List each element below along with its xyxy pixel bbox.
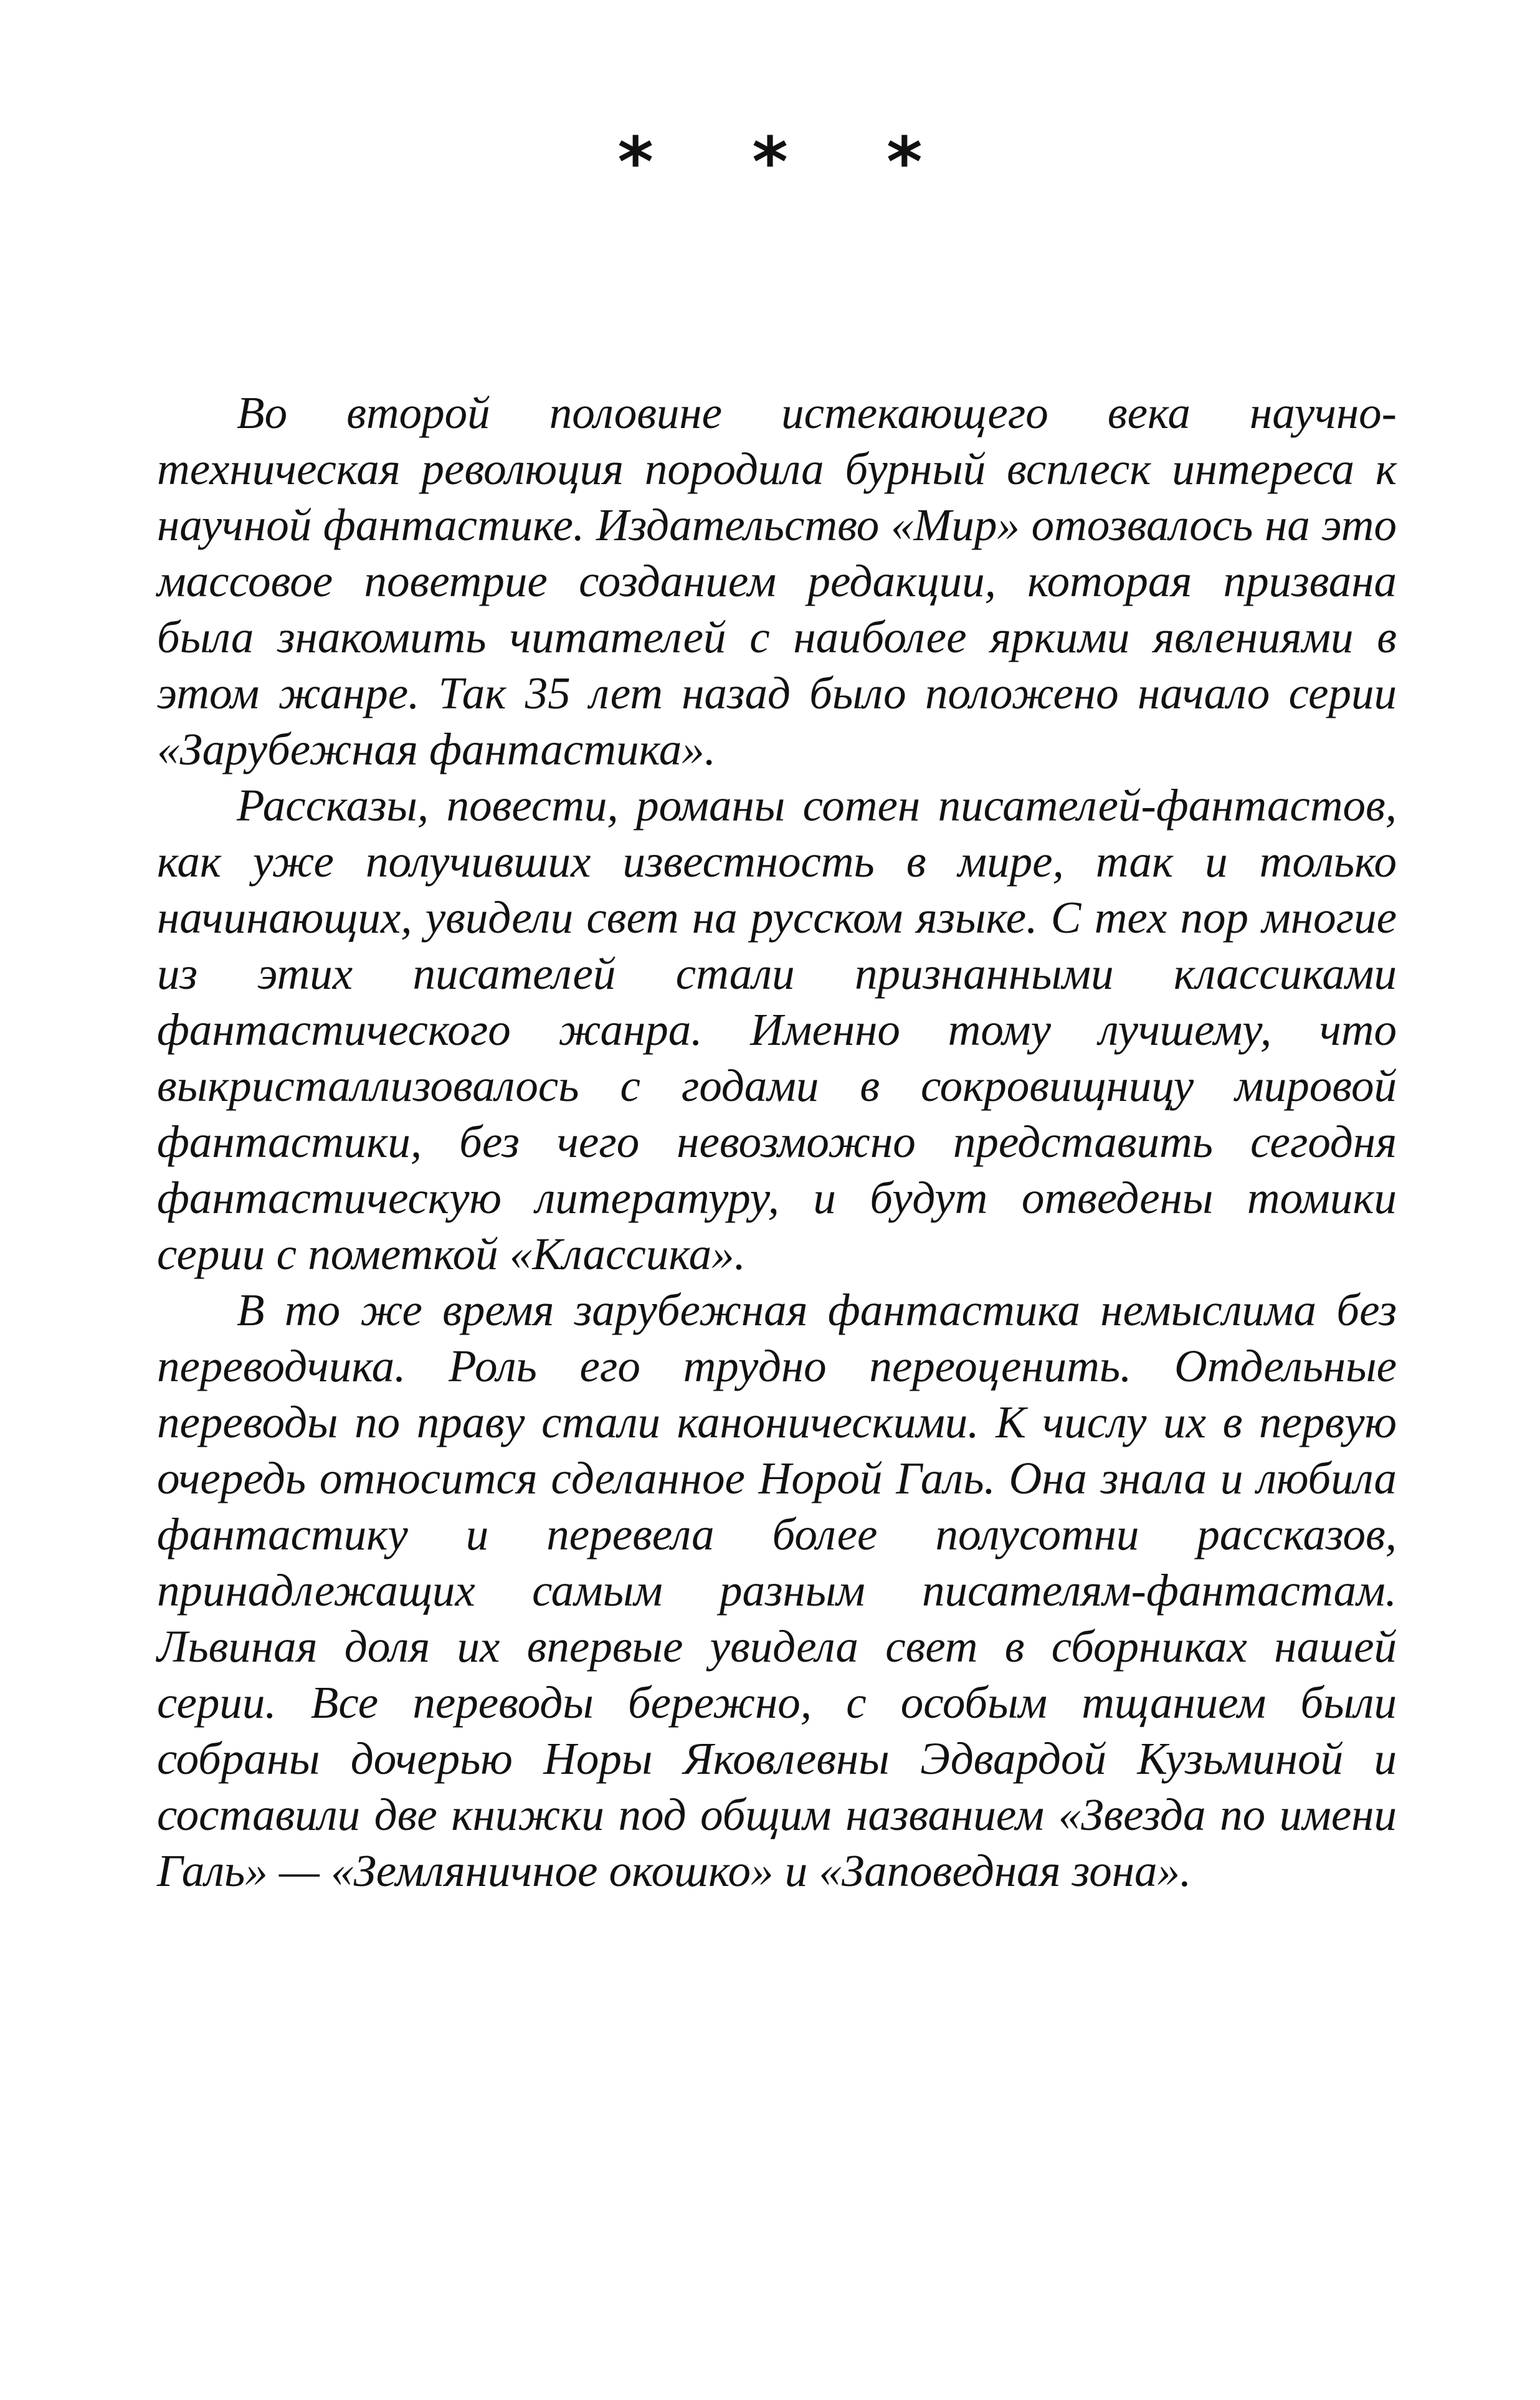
body-text [157, 385, 1397, 1899]
paragraph-2: Рассказы, повести, романы сотен писателей-фантастов, как уже получивших известность в мире, так и только начинающих, увидели свет на русском языке. С тех пор многие из этих писателей стали признанными классиками фантастического жанра. Именно тому лучшему, что выкристаллизовалось с годами в сокровищницу мировой фантастики, без чего невозможно представить сегодня фантастическую литературу, и будут отведены томики серии с пометкой «Классика». [157, 780, 1397, 1279]
paragraph-1: Во второй половине истекающего века научно-техническая революция породила бурный всплеск интереса к научной фантастике. Издательство «Мир» отозвалось на это массовое поветрие созданием редакции, которая призвана была знакомить читателей с наиболее яркими явлениями в этом жанре. Так 35 лет назад было положено начало серии «Зарубежная фантастика». [157, 388, 1397, 774]
paragraph-3: В то же время зарубежная фантастика немыслима без переводчика. Роль его трудно переоценить. Отдельные переводы по праву стали каноническими. К числу их в первую очередь относится сделанное Норой Галь. Она знала и любила фантастику и перевела более полусотни рассказов, принадлежащих самым разным писателям-фантастам. Львиная доля их впервые увидела свет в сборниках нашей серии. Все переводы бережно, с особым тщанием были собраны дочерью Норы Яковлевны Эдвардой Кузьминой и составили две книжки под общим названием «Звезда по имени Галь» — «Земляничное окошко» и «Заповедная зона». [157, 1285, 1397, 1896]
section-separator: * * * [617, 122, 960, 202]
